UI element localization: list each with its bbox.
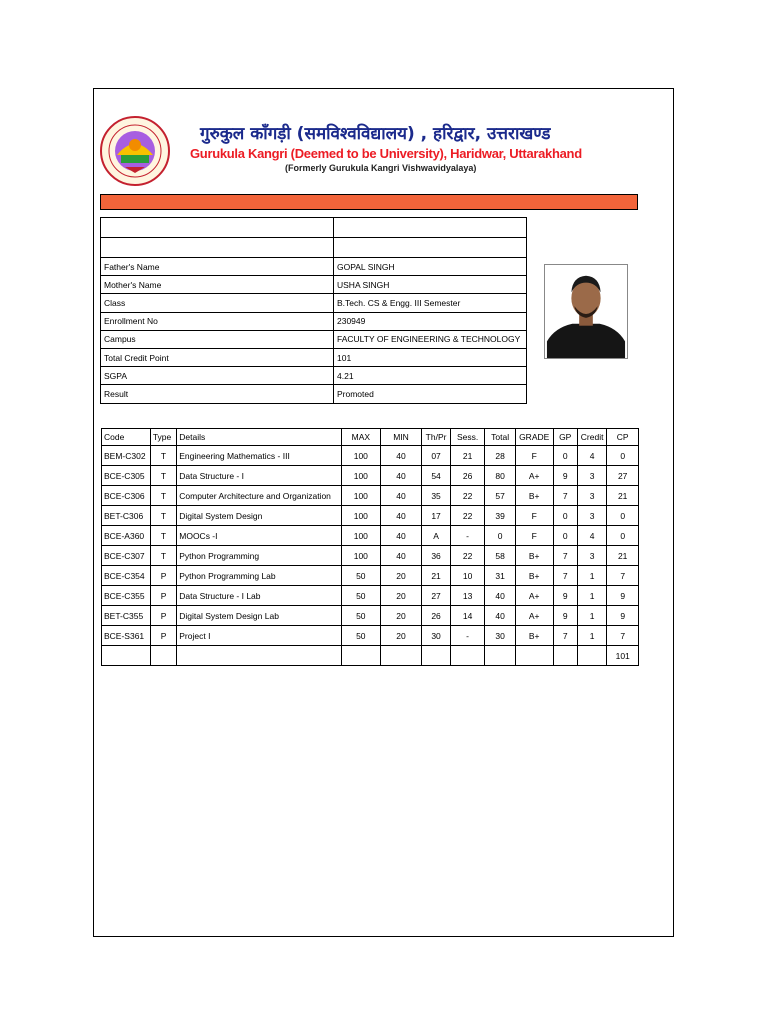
cell-sess: 14 <box>450 606 485 626</box>
cell-credit: 1 <box>577 626 606 646</box>
student-photo <box>544 264 628 359</box>
info-row <box>101 367 527 385</box>
info-row <box>101 312 527 330</box>
student-info-table <box>100 217 527 404</box>
col-cp-header: CP <box>607 429 639 446</box>
university-logo <box>99 115 171 187</box>
cell-gp: 7 <box>553 626 577 646</box>
cell-gp: 0 <box>553 526 577 546</box>
cell-type: P <box>150 586 176 606</box>
col-code-header: Code <box>102 429 151 446</box>
cell-cp: 7 <box>607 626 639 646</box>
cell-grade: F <box>515 446 553 466</box>
cell-total: 31 <box>485 566 516 586</box>
cell-sess: 21 <box>450 446 485 466</box>
info-row <box>101 330 527 348</box>
cell-min: 40 <box>380 546 422 566</box>
cell-thpr: 30 <box>422 626 450 646</box>
col-sess-header: Sess. <box>450 429 485 446</box>
info-label: Total Credit Point <box>101 348 334 366</box>
marks-header-row <box>102 429 639 446</box>
info-value: FACULTY OF ENGINEERING & TECHNOLOGY <box>334 330 527 348</box>
cell-details: Digital System Design Lab <box>177 606 342 626</box>
cell-type: T <box>150 466 176 486</box>
info-label: Enrollment No <box>101 312 334 330</box>
cell-min: 20 <box>380 586 422 606</box>
col-thpr-header: Th/Pr <box>422 429 450 446</box>
total-row <box>102 646 639 666</box>
cell-credit: 1 <box>577 586 606 606</box>
cell-type: P <box>150 626 176 646</box>
cell-sess: - <box>450 526 485 546</box>
table-row <box>102 446 639 466</box>
cell-grade: F <box>515 526 553 546</box>
cell-min: 40 <box>380 446 422 466</box>
info-value: Promoted <box>334 385 527 403</box>
cell-max: 100 <box>342 546 381 566</box>
cell-credit: 1 <box>577 566 606 586</box>
col-details-header: Details <box>177 429 342 446</box>
cell-grade: B+ <box>515 486 553 506</box>
cell-code: BCE-C306 <box>102 486 151 506</box>
cell-sess: 10 <box>450 566 485 586</box>
info-label: Campus <box>101 330 334 348</box>
info-label <box>101 238 334 258</box>
table-row <box>102 586 639 606</box>
cell-cp: 0 <box>607 526 639 546</box>
cell-code: BET-C306 <box>102 506 151 526</box>
cell-gp: 9 <box>553 466 577 486</box>
cell-details: Python Programming <box>177 546 342 566</box>
cell-cp: 9 <box>607 586 639 606</box>
info-value: 101 <box>334 348 527 366</box>
table-row <box>102 626 639 646</box>
cell-thpr: 26 <box>422 606 450 626</box>
cell-gp: 9 <box>553 586 577 606</box>
info-label <box>101 218 334 238</box>
info-value <box>334 218 527 238</box>
cell-type: T <box>150 486 176 506</box>
cell-total: 40 <box>485 586 516 606</box>
cell-total: 80 <box>485 466 516 486</box>
cell-thpr: 27 <box>422 586 450 606</box>
cell-credit: 3 <box>577 506 606 526</box>
cell-type: P <box>150 566 176 586</box>
cell-thpr: 21 <box>422 566 450 586</box>
cell-code: BCE-S361 <box>102 626 151 646</box>
table-row <box>102 606 639 626</box>
cell-cp: 21 <box>607 546 639 566</box>
info-value: B.Tech. CS & Engg. III Semester <box>334 294 527 312</box>
cell-cp: 7 <box>607 566 639 586</box>
cell-cp: 27 <box>607 466 639 486</box>
cell-type: T <box>150 506 176 526</box>
header-banner <box>100 194 638 210</box>
info-value: USHA SINGH <box>334 276 527 294</box>
table-row <box>102 566 639 586</box>
info-row <box>101 218 527 238</box>
cell-cp: 21 <box>607 486 639 506</box>
cell-max: 100 <box>342 466 381 486</box>
cell-min: 40 <box>380 466 422 486</box>
table-row <box>102 526 639 546</box>
cell-total: 40 <box>485 606 516 626</box>
cell-min: 40 <box>380 526 422 546</box>
cell-code: BCE-C354 <box>102 566 151 586</box>
table-row <box>102 466 639 486</box>
cell-max: 100 <box>342 486 381 506</box>
info-label: Class <box>101 294 334 312</box>
cell-details: Data Structure - I <box>177 466 342 486</box>
cell-sess: 22 <box>450 486 485 506</box>
cell-sess: - <box>450 626 485 646</box>
cell-credit: 3 <box>577 486 606 506</box>
cell-total: 39 <box>485 506 516 526</box>
cell-max: 100 <box>342 526 381 546</box>
cell-sess: 13 <box>450 586 485 606</box>
university-title-hindi: गुरुकुल काँगड़ी (समविश्वविद्यालय) , हरिद्वार, उत्तराखण्ड <box>200 124 551 144</box>
cell-gp: 0 <box>553 506 577 526</box>
info-label: Father's Name <box>101 258 334 276</box>
info-value: 230949 <box>334 312 527 330</box>
cell-grade: B+ <box>515 626 553 646</box>
cell-details: MOOCs -I <box>177 526 342 546</box>
cell-details: Engineering Mathematics - III <box>177 446 342 466</box>
cell-code: BCE-C307 <box>102 546 151 566</box>
table-row <box>102 486 639 506</box>
info-label: Result <box>101 385 334 403</box>
cell-total: 30 <box>485 626 516 646</box>
cell-grade: A+ <box>515 466 553 486</box>
info-row <box>101 258 527 276</box>
table-row <box>102 546 639 566</box>
cell-sess: 26 <box>450 466 485 486</box>
info-label: SGPA <box>101 367 334 385</box>
marks-table <box>101 428 639 666</box>
info-value: GOPAL SINGH <box>334 258 527 276</box>
cell-credit: 4 <box>577 446 606 466</box>
cell-thpr: 36 <box>422 546 450 566</box>
cell-cp: 9 <box>607 606 639 626</box>
info-value <box>334 238 527 258</box>
cell-type: T <box>150 526 176 546</box>
cell-gp: 7 <box>553 546 577 566</box>
university-subtitle: (Formerly Gurukula Kangri Vishwavidyalaya) <box>285 163 477 173</box>
cell-code: BET-C355 <box>102 606 151 626</box>
cell-code: BCE-A360 <box>102 526 151 546</box>
cell-type: T <box>150 446 176 466</box>
cell-max: 50 <box>342 566 381 586</box>
cell-min: 20 <box>380 626 422 646</box>
cell-max: 100 <box>342 506 381 526</box>
cell-total: 28 <box>485 446 516 466</box>
cell-max: 100 <box>342 446 381 466</box>
cell-code: BEM-C302 <box>102 446 151 466</box>
cell-gp: 7 <box>553 486 577 506</box>
cell-details: Python Programming Lab <box>177 566 342 586</box>
info-label: Mother's Name <box>101 276 334 294</box>
cell-type: T <box>150 546 176 566</box>
col-gp-header: GP <box>553 429 577 446</box>
cell-details: Computer Architecture and Organization <box>177 486 342 506</box>
total-cp: 101 <box>607 646 639 666</box>
cell-code: BCE-C355 <box>102 586 151 606</box>
cell-max: 50 <box>342 606 381 626</box>
cell-min: 20 <box>380 566 422 586</box>
table-row <box>102 506 639 526</box>
info-value: 4.21 <box>334 367 527 385</box>
university-title-english: Gurukula Kangri (Deemed to be University), Haridwar, Uttarakhand <box>190 146 582 161</box>
cell-details: Project I <box>177 626 342 646</box>
cell-credit: 1 <box>577 606 606 626</box>
info-row <box>101 385 527 403</box>
cell-code: BCE-C305 <box>102 466 151 486</box>
cell-details: Data Structure - I Lab <box>177 586 342 606</box>
cell-min: 40 <box>380 486 422 506</box>
cell-cp: 0 <box>607 446 639 466</box>
cell-min: 20 <box>380 606 422 626</box>
cell-total: 0 <box>485 526 516 546</box>
cell-credit: 3 <box>577 546 606 566</box>
cell-sess: 22 <box>450 506 485 526</box>
col-total-header: Total <box>485 429 516 446</box>
cell-thpr: 07 <box>422 446 450 466</box>
cell-min: 40 <box>380 506 422 526</box>
cell-total: 58 <box>485 546 516 566</box>
cell-type: P <box>150 606 176 626</box>
cell-grade: A+ <box>515 586 553 606</box>
col-max-header: MAX <box>342 429 381 446</box>
cell-credit: 4 <box>577 526 606 546</box>
col-credit-header: Credit <box>577 429 606 446</box>
cell-gp: 9 <box>553 606 577 626</box>
info-row <box>101 238 527 258</box>
cell-thpr: 35 <box>422 486 450 506</box>
cell-gp: 7 <box>553 566 577 586</box>
cell-credit: 3 <box>577 466 606 486</box>
cell-thpr: 17 <box>422 506 450 526</box>
cell-details: Digital System Design <box>177 506 342 526</box>
col-grade-header: GRADE <box>515 429 553 446</box>
col-type-header: Type <box>150 429 176 446</box>
cell-max: 50 <box>342 626 381 646</box>
cell-total: 57 <box>485 486 516 506</box>
cell-sess: 22 <box>450 546 485 566</box>
cell-thpr: A <box>422 526 450 546</box>
info-row <box>101 294 527 312</box>
cell-grade: B+ <box>515 566 553 586</box>
cell-thpr: 54 <box>422 466 450 486</box>
cell-grade: F <box>515 506 553 526</box>
info-row <box>101 348 527 366</box>
cell-gp: 0 <box>553 446 577 466</box>
info-row <box>101 276 527 294</box>
cell-cp: 0 <box>607 506 639 526</box>
cell-grade: A+ <box>515 606 553 626</box>
col-min-header: MIN <box>380 429 422 446</box>
cell-grade: B+ <box>515 546 553 566</box>
cell-max: 50 <box>342 586 381 606</box>
